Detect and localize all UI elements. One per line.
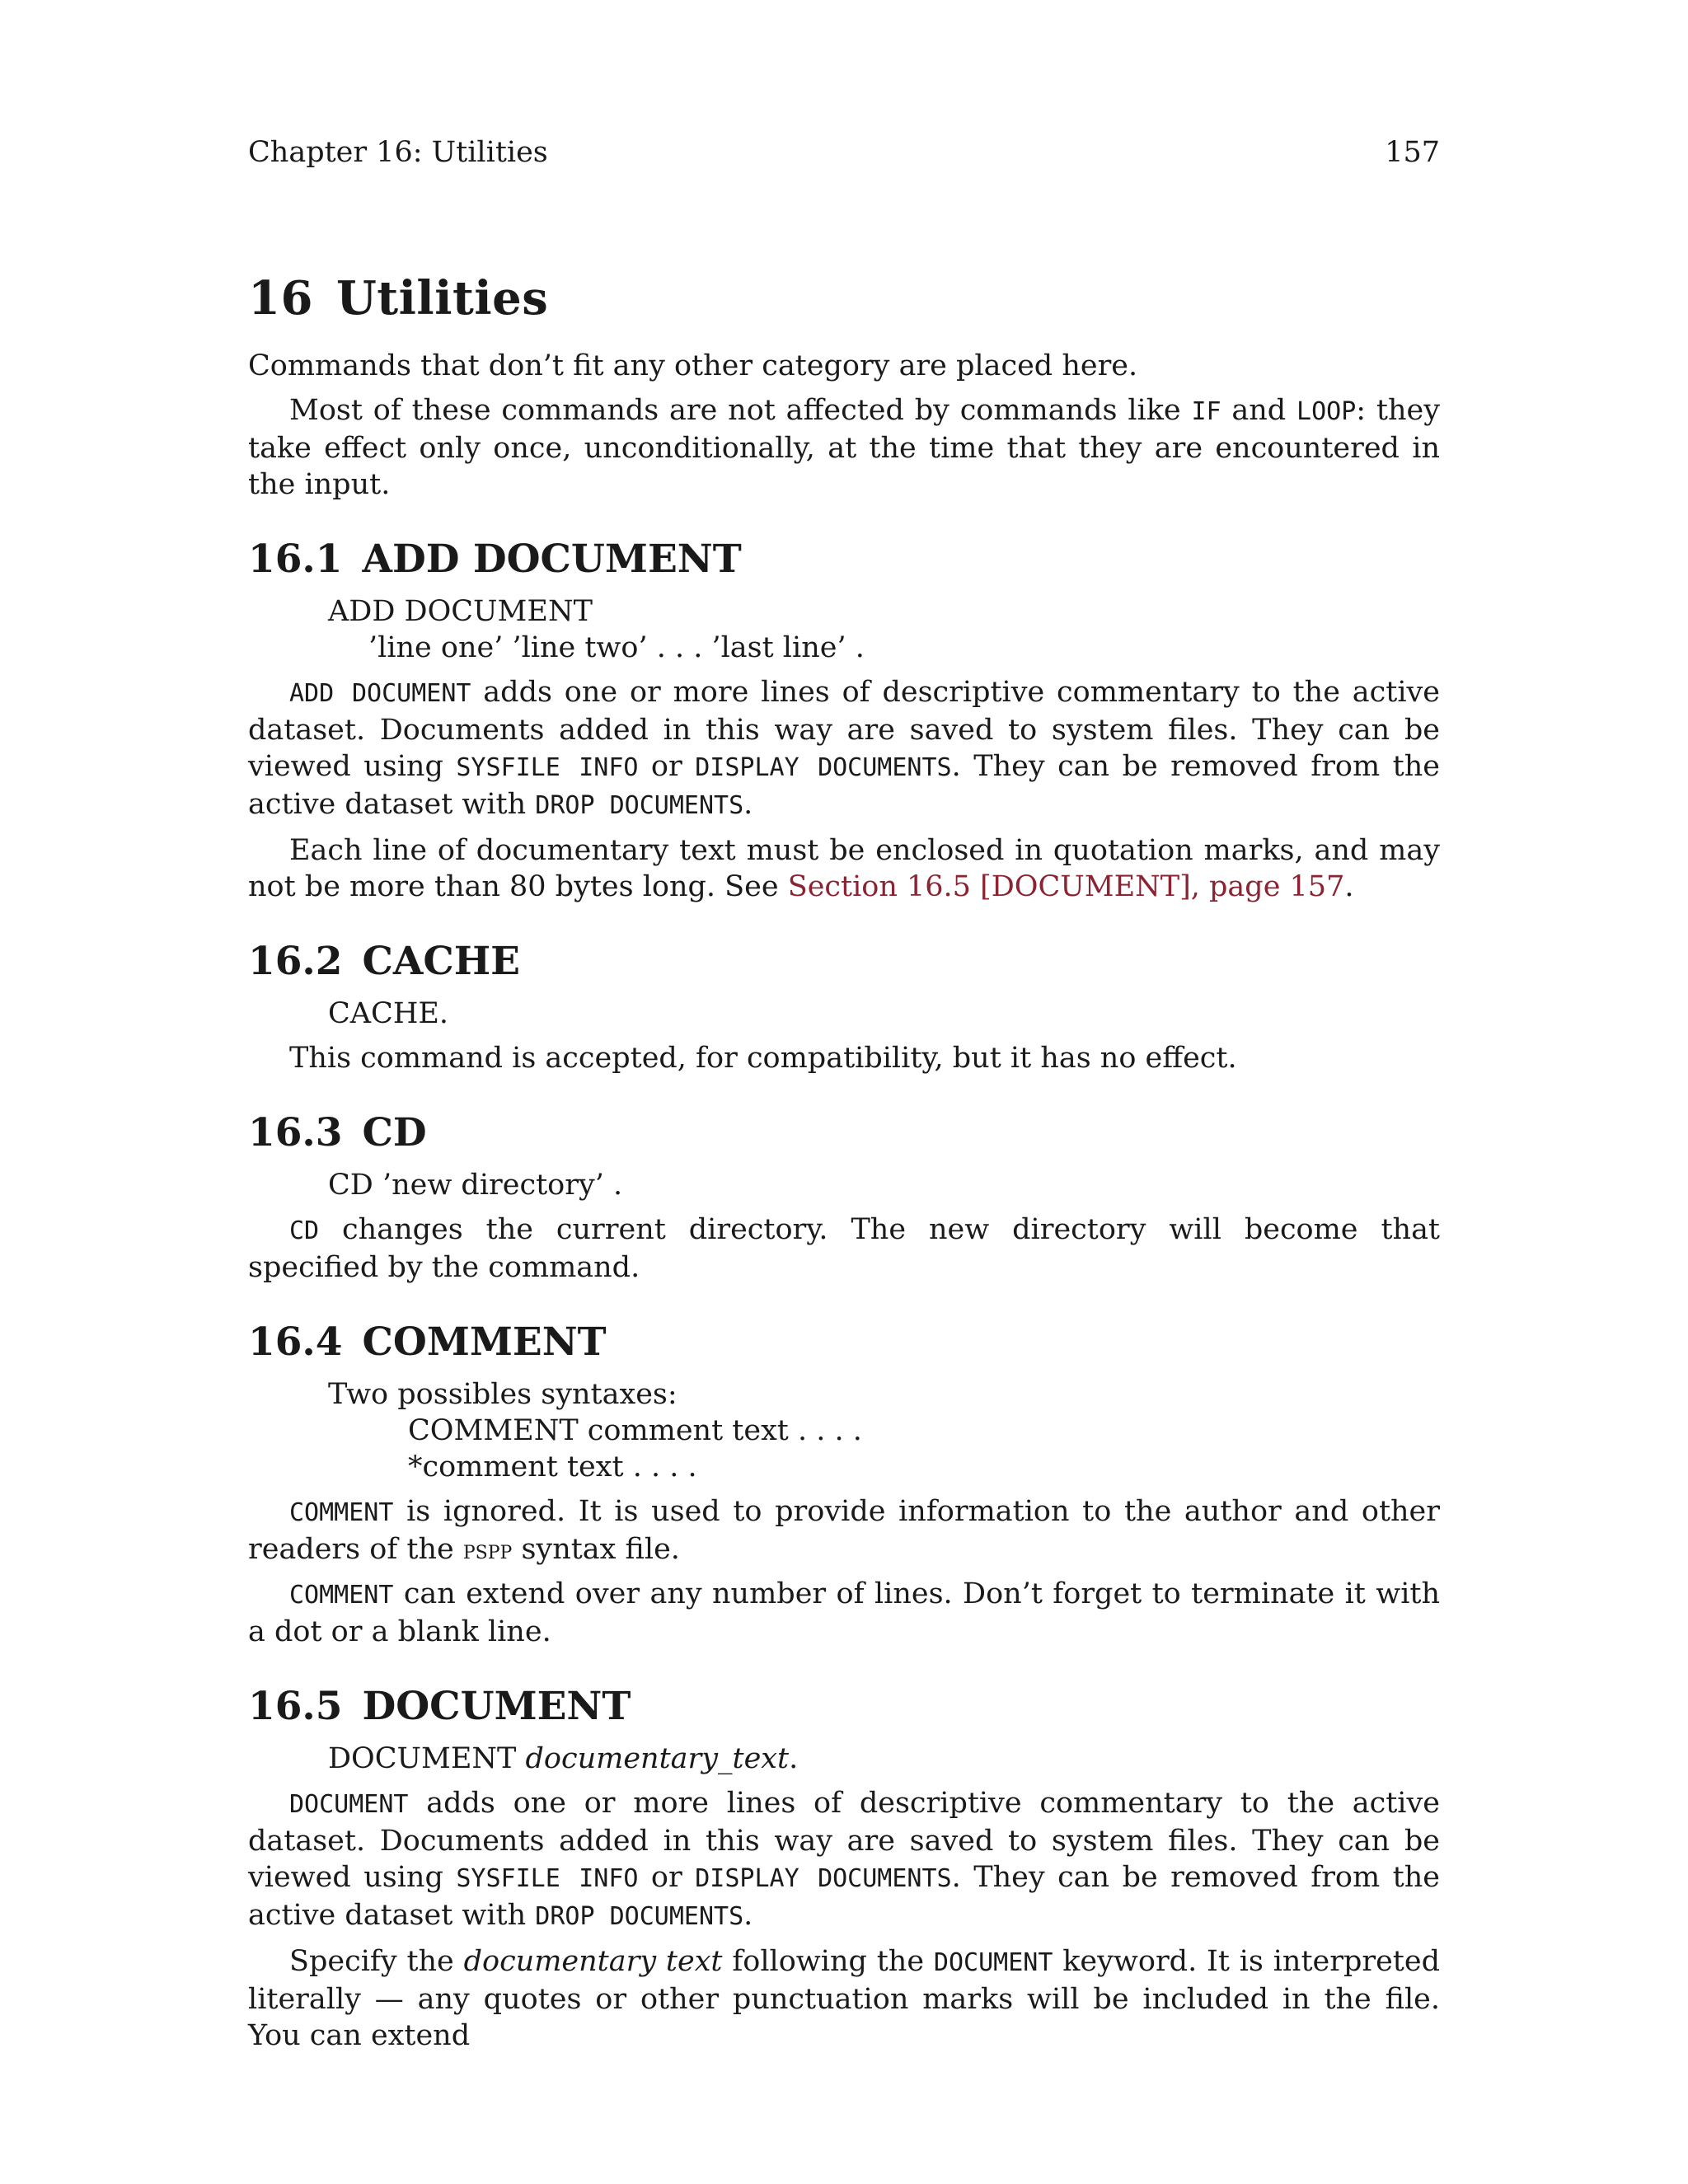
section-paragraph [248, 1212, 1440, 1286]
code-cd: CD [289, 1216, 320, 1245]
section-paragraph [248, 674, 1440, 824]
text-run: keyword. It is interpreted literally — any quotes or other punctuation marks will be included in the file. You can extend [248, 1945, 1440, 2052]
section-title: DOCUMENT [362, 1684, 631, 1729]
chapter-running-title: Chapter 16: Utilities [248, 136, 548, 169]
text-run: syntax file. [512, 1533, 680, 1566]
syntax-argument: documentary_text [525, 1742, 790, 1775]
code-loop: LOOP [1296, 397, 1357, 426]
section-number: 16.2 [248, 939, 343, 984]
text-run: Specify the [289, 1945, 464, 1978]
text-run: can extend over any number of lines. Don’t forget to terminate it with a dot or a blank line. [248, 1577, 1440, 1648]
section-number: 16.1 [248, 537, 343, 582]
section-number: 16.4 [248, 1319, 343, 1365]
chapter-title: Utilities [335, 271, 549, 326]
page-number: 157 [1385, 136, 1440, 169]
emphasis: documentary text [463, 1945, 723, 1978]
section-paragraph [248, 1943, 1440, 2054]
code-sysfile-info: SYSFILE INFO [456, 753, 639, 782]
text-run: or [638, 1861, 696, 1894]
syntax-line: CACHE. [328, 997, 449, 1030]
code-document: DOCUMENT [289, 1790, 409, 1819]
chapter-intro-paragraph [248, 348, 1440, 384]
text-run: . [743, 788, 753, 821]
code-drop-documents: DROP DOCUMENTS [535, 791, 744, 820]
syntax-block [248, 996, 1440, 1032]
section-title: CD [362, 1110, 427, 1155]
syntax-line: COMMENT comment text . . . . [408, 1414, 862, 1447]
intro-text: Commands that don’t fit any other category are placed here. [248, 349, 1138, 382]
section-number: 16.3 [248, 1110, 343, 1155]
section-paragraph [248, 1040, 1440, 1076]
syntax-block [248, 1741, 1440, 1777]
text-run: . [743, 1899, 753, 1932]
section-paragraph [248, 1493, 1440, 1568]
document-page [248, 124, 1440, 2054]
cross-reference-link[interactable]: Section 16.5 [DOCUMENT], page 157 [787, 870, 1345, 903]
code-display-documents: DISPLAY DOCUMENTS [695, 753, 952, 782]
text-run: . [1344, 870, 1354, 903]
text-run: This command is accepted, for compatibility, but it has no effect. [289, 1042, 1237, 1075]
syntax-block [248, 1167, 1440, 1203]
syntax-line [328, 1741, 1440, 1777]
code-comment: COMMENT [289, 1581, 394, 1610]
section-title: COMMENT [362, 1319, 607, 1365]
section-number: 16.5 [248, 1684, 343, 1729]
section-paragraph [248, 1576, 1440, 1650]
text-run: . They can be removed from the active dataset with [248, 1861, 1440, 1932]
syntax-keyword: DOCUMENT [328, 1742, 526, 1775]
code-if: IF [1191, 397, 1221, 426]
text-run: is ignored. It is used to provide information to the author and other readers of the [248, 1495, 1440, 1566]
chapter-intro-paragraph-2 [248, 392, 1440, 503]
chapter-number: 16 [248, 271, 313, 326]
text-run: and [1221, 394, 1297, 427]
code-comment: COMMENT [289, 1498, 394, 1527]
syntax-line: CD ’new directory’ . [328, 1169, 623, 1202]
syntax-line: Two possibles syntaxes: [328, 1378, 678, 1411]
text-run: Each line of documentary text must be enclosed in quotation marks, and may not be more than 80 bytes long. See [248, 834, 1440, 903]
code-drop-documents: DROP DOCUMENTS [535, 1902, 744, 1931]
text-run: : they take effect only once, unconditionally, at the time that they are encountered in the input. [248, 394, 1440, 501]
pspp-small-caps: pspp [462, 1534, 513, 1565]
code-display-documents: DISPLAY DOCUMENTS [695, 1864, 952, 1893]
code-add-document: ADD DOCUMENT [289, 679, 471, 708]
text-run: Most of these commands are not affected by commands like [289, 394, 1192, 427]
section-heading-add-document [248, 531, 1440, 588]
text-run: following the [722, 1945, 934, 1978]
section-heading-cache [248, 933, 1440, 991]
section-title: ADD DOCUMENT [362, 537, 742, 582]
text-run: changes the current directory. The new directory will become that specified by the command. [248, 1213, 1440, 1284]
code-sysfile-info: SYSFILE INFO [456, 1864, 639, 1893]
syntax-block [248, 1376, 1440, 1485]
section-paragraph [248, 1785, 1440, 1935]
syntax-terminator: . [789, 1742, 799, 1775]
section-paragraph [248, 832, 1440, 905]
running-header [248, 124, 1440, 181]
syntax-line: *comment text . . . . [408, 1451, 697, 1483]
syntax-line: ADD DOCUMENT [328, 595, 593, 628]
syntax-block [248, 593, 1440, 666]
code-document: DOCUMENT [933, 1948, 1053, 1977]
text-run: . They can be removed from the active dataset with [248, 750, 1440, 821]
text-run: adds one or more lines of descriptive commentary to the active dataset. Documents added in this way are saved to system files. They can be viewed using [248, 1787, 1440, 1894]
syntax-line: ’line one’ ’line two’ . . . ’last line’ . [368, 631, 865, 664]
section-heading-cd [248, 1104, 1440, 1162]
text-run: or [638, 750, 696, 783]
text-run: adds one or more lines of descriptive commentary to the active dataset. Documents added in this way are saved to system files. They can be viewed using [248, 676, 1440, 783]
section-heading-document [248, 1678, 1440, 1736]
section-heading-comment [248, 1314, 1440, 1371]
chapter-heading [248, 262, 1440, 335]
section-title: CACHE [362, 939, 520, 984]
